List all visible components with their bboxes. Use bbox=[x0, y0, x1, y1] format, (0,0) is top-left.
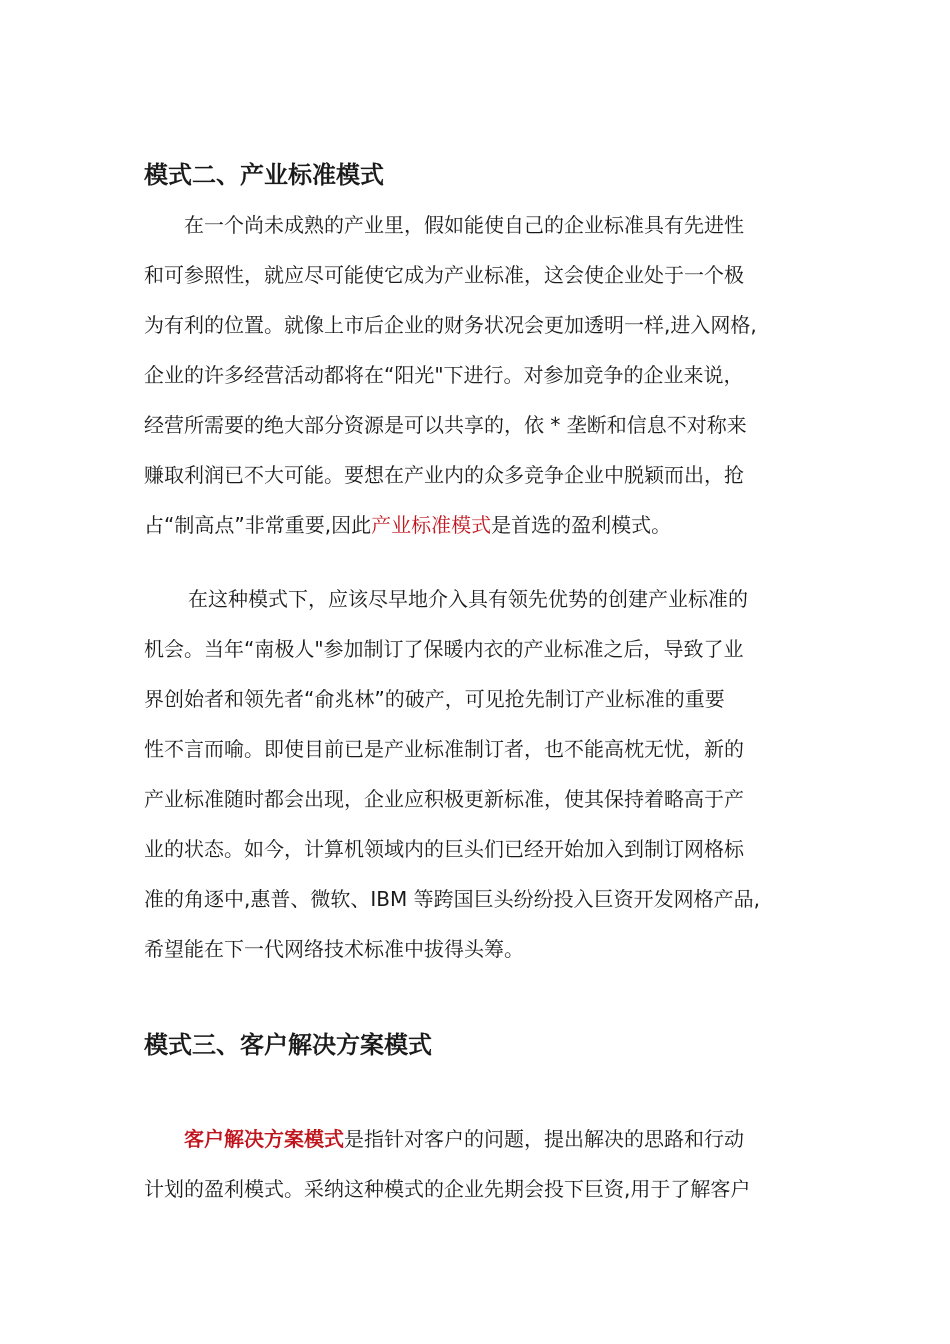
text-line: 产业标准随时都会出现，企业应积极更新标准，使其保持着略高于产 bbox=[144, 787, 744, 811]
text-segment: 是首选的盈利模式。 bbox=[491, 513, 672, 537]
text-segment: 是指针对客户的问题，提出解决的思路和行动 bbox=[344, 1127, 744, 1151]
text-line bbox=[144, 1114, 806, 1164]
paragraph-industry-standard-detail bbox=[144, 574, 806, 974]
text-line: 在这种模式下，应该尽早地介入具有领先优势的创建产业标准的 bbox=[188, 587, 748, 611]
text-line: 和可参照性，就应尽可能使它成为产业标准，这会使企业处于一个极 bbox=[144, 263, 744, 287]
section-heading-customer-solution: 模式三、客户解决方案模式 bbox=[144, 1030, 432, 1059]
text-line: 业的状态。如今，计算机领域内的巨头们已经开始加入到制订网格标 bbox=[144, 837, 744, 861]
text-line: 界创始者和领先者“俞兆林”的破产，可见抢先制订产业标准的重要 bbox=[144, 687, 725, 711]
text-line bbox=[144, 500, 806, 550]
paragraph-customer-solution-intro bbox=[144, 1114, 806, 1214]
highlighted-term-industry-standard: 产业标准模式 bbox=[371, 513, 492, 537]
text-line: 准的角逐中,惠普、微软、IBM 等跨国巨头纷纷投入巨资开发网格产品, bbox=[144, 887, 760, 911]
text-line: 赚取利润已不大可能。要想在产业内的众多竞争企业中脱颖而出，抢 bbox=[144, 463, 744, 487]
text-line: 性不言而喻。即使目前已是产业标准制订者，也不能高枕无忧，新的 bbox=[144, 737, 744, 761]
text-line: 企业的许多经营活动都将在“阳光"下进行。对参加竞争的企业来说， bbox=[144, 363, 744, 387]
text-line: 在一个尚未成熟的产业里，假如能使自己的企业标准具有先进性 bbox=[184, 213, 744, 237]
text-line: 机会。当年“南极人"参加制订了保暖内衣的产业标准之后，导致了业 bbox=[144, 637, 744, 661]
text-line: 为有利的位置。就像上市后企业的财务状况会更加透明一样,进入网格, bbox=[144, 313, 757, 337]
text-line: 希望能在下一代网络技术标准中拔得头筹。 bbox=[144, 937, 524, 961]
section-heading-industry-standard: 模式二、产业标准模式 bbox=[144, 160, 384, 189]
paragraph-industry-standard-intro bbox=[144, 200, 806, 550]
text-line: 计划的盈利模式。采纳这种模式的企业先期会投下巨资,用于了解客户 bbox=[144, 1177, 751, 1201]
text-segment: 占“制高点”非常重要,因此 bbox=[144, 513, 372, 537]
highlighted-term-customer-solution: 客户解决方案模式 bbox=[184, 1127, 344, 1151]
text-line: 经营所需要的绝大部分资源是可以共享的，依 * 垄断和信息不对称来 bbox=[144, 413, 747, 437]
